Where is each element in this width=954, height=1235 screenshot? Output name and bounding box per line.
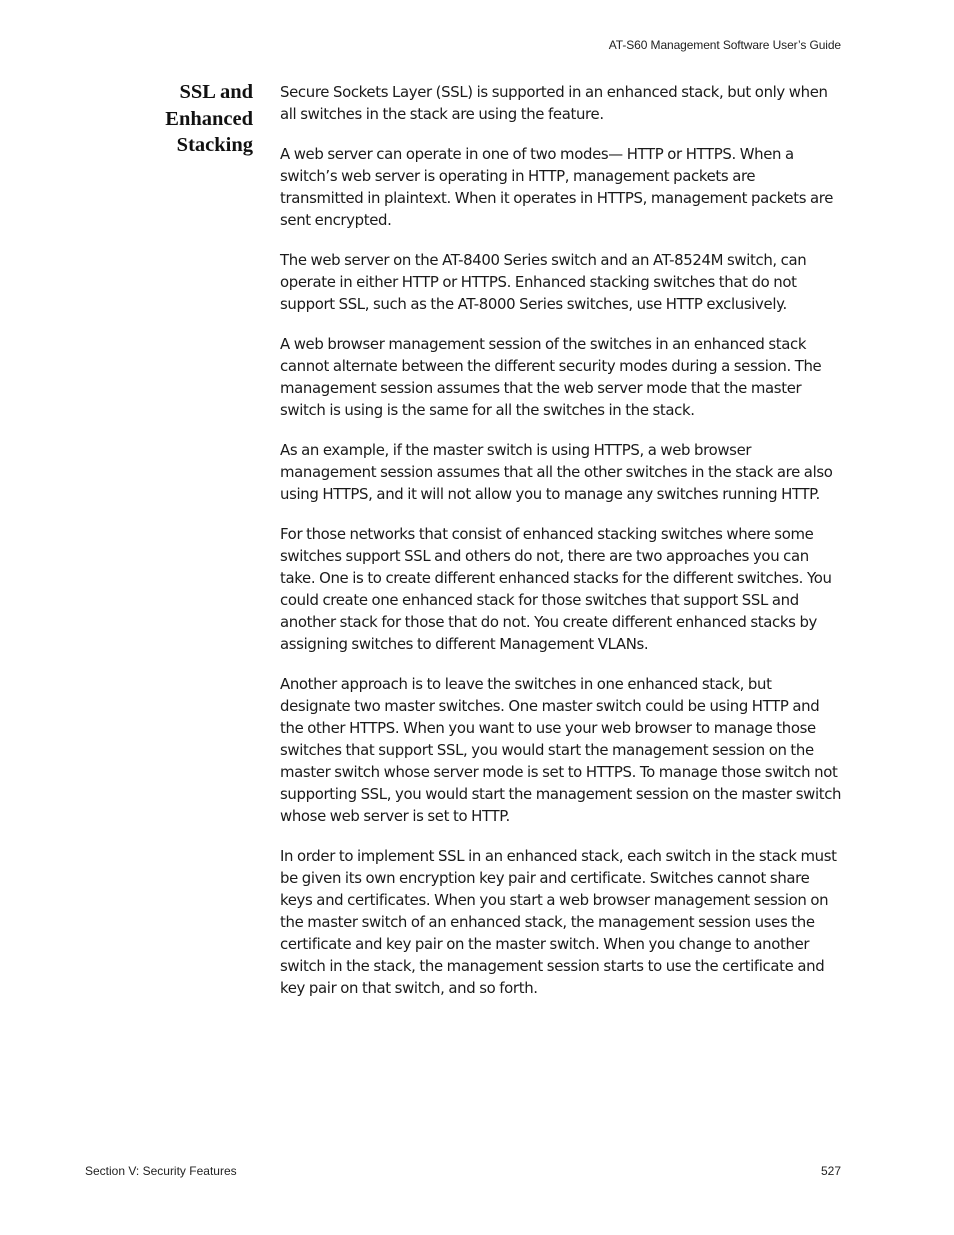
body-paragraph: As an example, if the master switch is using HTTPS, a web browser management session assumes that all the other switches in the stack are also using HTTPS, and it will not allow you to manage any switches running HTTP. <box>280 441 833 503</box>
running-header: AT-S60 Management Software User’s Guide <box>608 38 841 52</box>
body-paragraph: A web server can operate in one of two modes— HTTP or HTTPS. When a switch’s web server is operating in HTTP, management packets are transmitted in plaintext. When it operates in HTTPS, management packets are sent encrypted. <box>280 145 834 229</box>
section-body <box>280 81 842 1017</box>
section-heading-line: SSL and <box>179 81 253 103</box>
body-paragraph: Another approach is to leave the switches in one enhanced stack, but designate two master switches. One master switch could be using HTTP and the other HTTPS. When you want to use your web browser to manage those switches that support SSL, you would start the management session on the master switch whose server mode is set to HTTPS. To manage those switch not supporting SSL, you would start the management session on the master switch whose web server is set to HTTP. <box>280 675 842 825</box>
footer-page-number: 527 <box>820 1164 841 1178</box>
section-heading <box>100 79 253 159</box>
section-heading-line: Enhanced <box>165 107 253 130</box>
footer-section-label: Section V: Security Features <box>85 1164 237 1178</box>
section-heading-line: Stacking <box>176 134 253 156</box>
body-paragraph: A web browser management session of the switches in an enhanced stack cannot alternate between the different security modes during a session. The management session assumes that the web server mode that the master switch is using is the same for all the switches in the stack. <box>280 335 822 419</box>
body-paragraph: Secure Sockets Layer (SSL) is supported in an enhanced stack, but only when all switches in the stack are using the feature. <box>280 83 828 123</box>
body-paragraph: For those networks that consist of enhanced stacking switches where some switches support SSL and others do not, there are two approaches you can take. One is to create different enhanced stacks for the different switches. You could create one enhanced stack for those switches that support SSL and another stack for those that do not. You create different enhanced stacks by assigning switches to different Management VLANs. <box>280 525 832 653</box>
body-paragraph: The web server on the AT-8400 Series switch and an AT-8524M switch, can operate in either HTTP or HTTPS. Enhanced stacking switches that do not support SSL, such as the AT-8000 Series switches, use HTTP exclusively. <box>280 251 807 313</box>
body-paragraph: In order to implement SSL in an enhanced stack, each switch in the stack must be given its own encryption key pair and certificate. Switches cannot share keys and certificates. When you start a web browser management session on the master switch of an enhanced stack, the management session uses the certificate and key pair on the master switch. When you change to another switch in the stack, the management session starts to use the certificate and key pair on that switch, and so forth. <box>280 847 837 997</box>
